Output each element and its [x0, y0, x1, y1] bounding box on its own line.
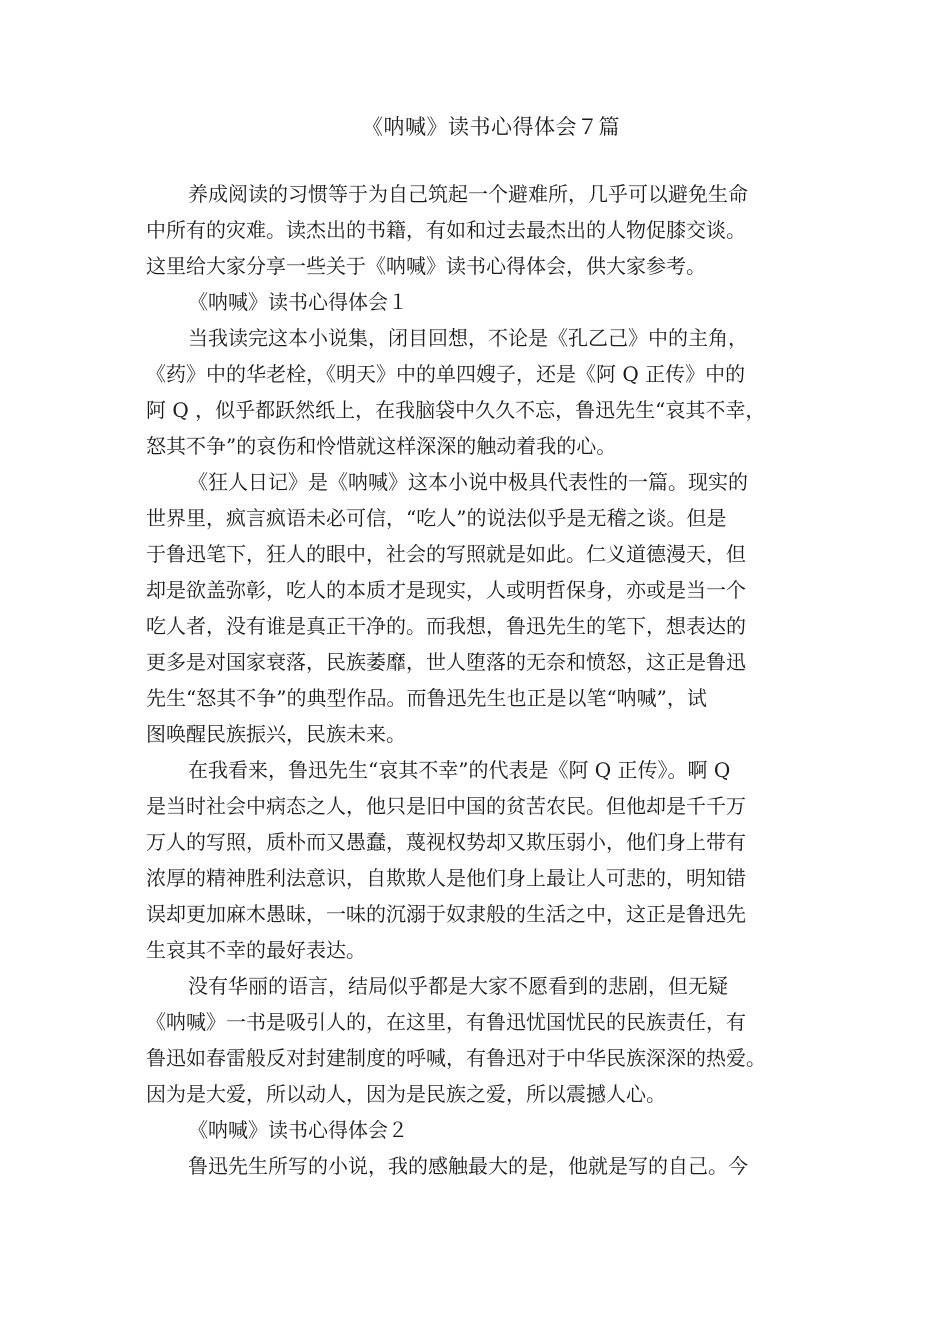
paragraph	[146, 464, 822, 752]
text-line: 万人的写照，质朴而又愚蠢，蔑视权势却又欺压弱小，他们身上带有	[146, 830, 746, 854]
text-line: 在我看来，鲁迅先生“哀其不幸”的代表是《阿 Q 正传》。啊 Q	[188, 758, 731, 782]
paragraph	[146, 1148, 822, 1184]
text-line: 先生“怒其不争”的典型作品。而鲁迅先生也正是以笔“呐喊”，试	[146, 686, 707, 710]
text-line: 世界里，疯言疯语未必可信，“吃人”的说法似乎是无稽之谈。但是	[146, 506, 727, 530]
paragraph	[146, 752, 822, 968]
text-line: 吃人者，没有谁是真正干净的。而我想，鲁迅先生的笔下，想表达的	[146, 614, 746, 638]
text-line: 于鲁迅笔下，狂人的眼中，社会的写照就是如此。仁义道德漫天，但	[146, 542, 746, 566]
text-line: 阿 Q ，似乎都跃然纸上，在我脑袋中久久不忘，鲁迅先生“哀其不幸，	[146, 398, 766, 422]
document-title: 《呐喊》读书心得体会７篇	[362, 115, 620, 139]
text-line: 这里给大家分享一些关于《呐喊》读书心得体会，供大家参考。	[146, 254, 706, 278]
text-line: 怒其不争”的哀伤和怜惜就这样深深的触动着我的心。	[146, 434, 617, 458]
text-line: 误却更加麻木愚昧，一味的沉溺于奴隶般的生活之中，这正是鲁迅先	[146, 902, 746, 926]
text-line: 更多是对国家衰落，民族萎靡，世人堕落的无奈和愤怒，这正是鲁迅	[146, 650, 746, 674]
intro-paragraph	[146, 176, 822, 284]
section-heading-1: 《呐喊》读书心得体会１	[188, 290, 408, 314]
text-line: 当我读完这本小说集，闭目回想，不论是《孔乙己》中的主角，	[188, 326, 748, 350]
text-line: 《狂人日记》是《呐喊》这本小说中极具代表性的一篇。现实的	[188, 470, 748, 494]
text-line: 没有华丽的语言，结局似乎都是大家不愿看到的悲剧，但无疑	[188, 974, 728, 998]
text-line: 鲁迅如春雷般反对封建制度的呼喊，有鲁迅对于中华民族深深的热爱。	[146, 1046, 766, 1070]
text-line: 图唤醒民族振兴，民族未来。	[146, 722, 406, 746]
text-line: 因为是大爱，所以动人，因为是民族之爱，所以震撼人心。	[146, 1082, 666, 1106]
text-line: 养成阅读的习惯等于为自己筑起一个避难所，几乎可以避免生命	[188, 182, 748, 206]
section-heading-2: 《呐喊》读书心得体会２	[188, 1118, 408, 1142]
document-page	[146, 108, 822, 1184]
text-line: 生哀其不幸的最好表达。	[146, 938, 366, 962]
text-line: 是当时社会中病态之人，他只是旧中国的贫苦农民。但他却是千千万	[146, 794, 746, 818]
text-line: 中所有的灾难。读杰出的书籍，有如和过去最杰出的人物促膝交谈。	[146, 218, 746, 242]
text-line: 《药》中的华老栓，《明天》中的单四嫂子，还是《阿 Q 正传》中的	[146, 362, 746, 386]
text-line: 鲁迅先生所写的小说，我的感触最大的是，他就是写的自己。今	[188, 1154, 748, 1178]
paragraph	[146, 968, 822, 1112]
text-line: 《呐喊》一书是吸引人的，在这里，有鲁迅忧国忧民的民族责任，有	[146, 1010, 746, 1034]
paragraph	[146, 320, 822, 464]
text-line: 浓厚的精神胜利法意识，自欺欺人是他们身上最让人可悲的，明知错	[146, 866, 746, 890]
text-line: 却是欲盖弥彰，吃人的本质才是现实，人或明哲保身，亦或是当一个	[146, 578, 746, 602]
